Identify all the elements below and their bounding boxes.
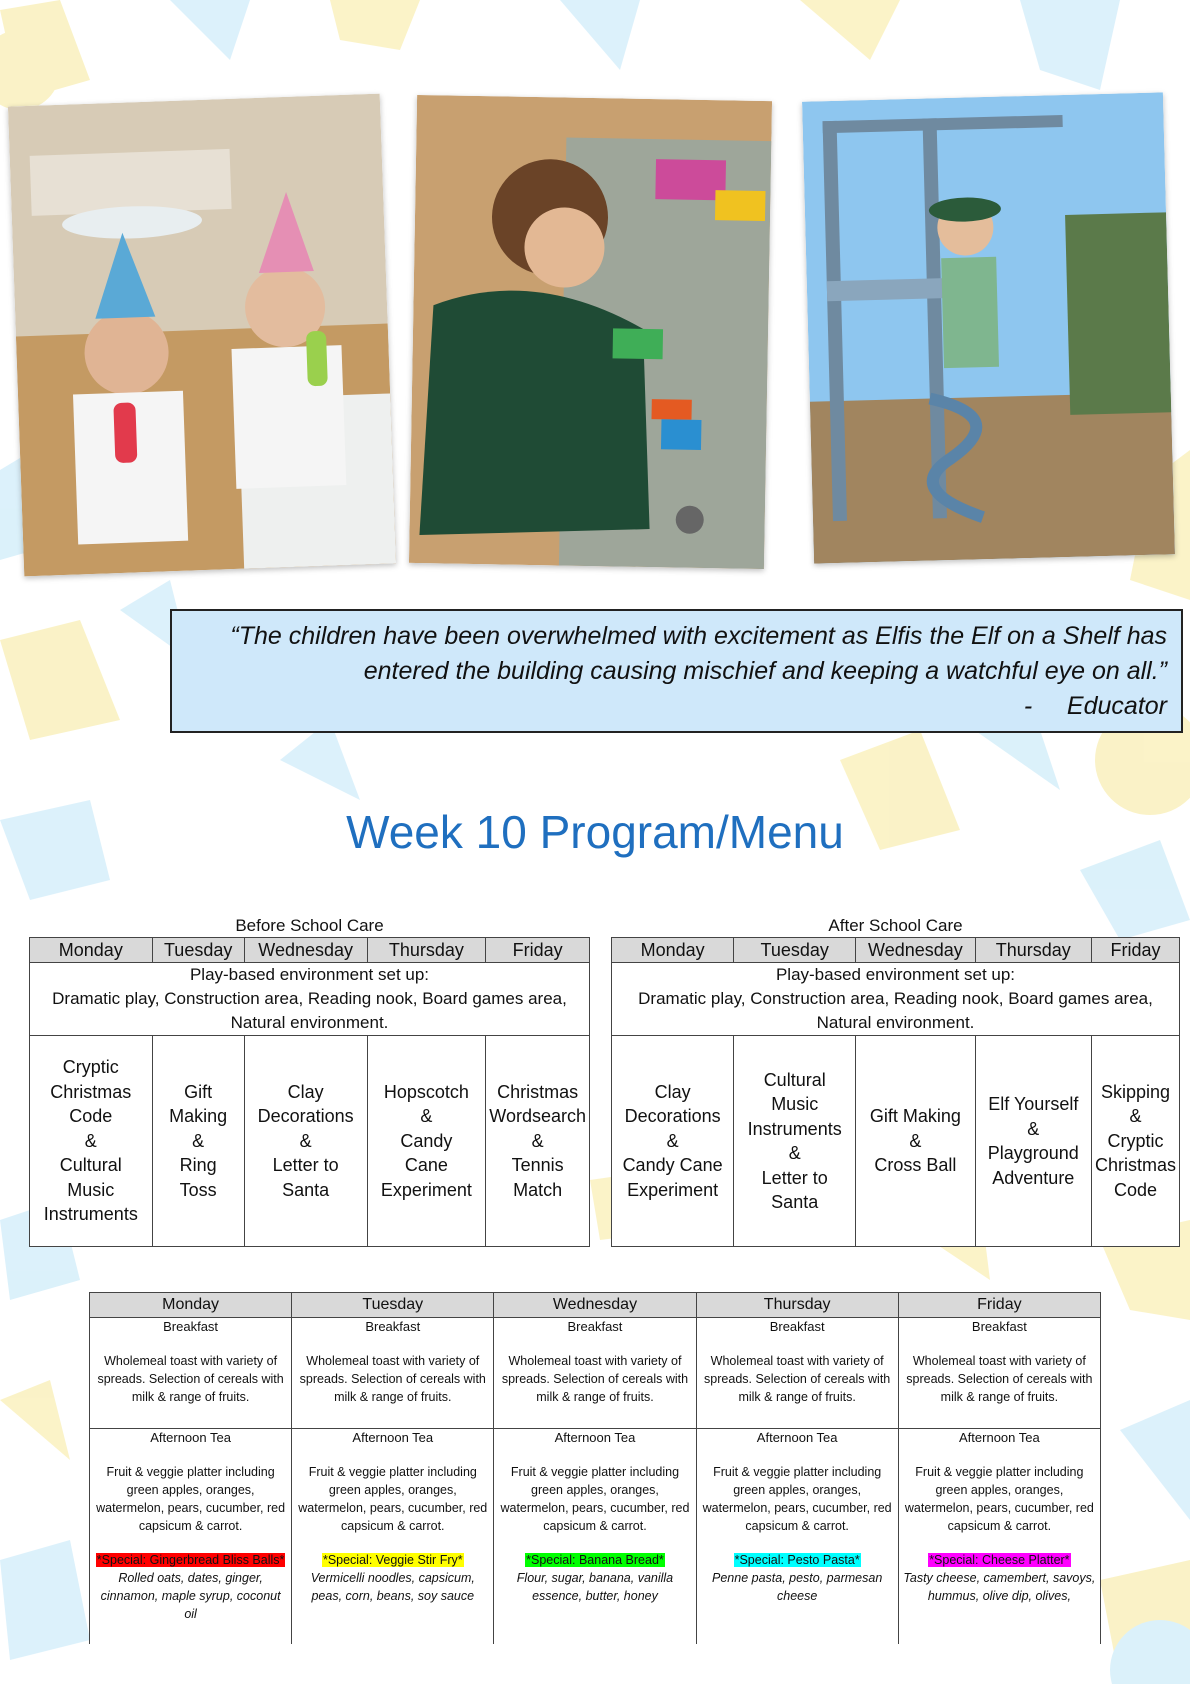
- special-label: *Special: Veggie Stir Fry*: [322, 1553, 463, 1567]
- breakfast-cell: [898, 1318, 1100, 1429]
- afternoon-tea-cell: [90, 1429, 292, 1645]
- activity-cell: [367, 1036, 486, 1247]
- meal-label: Afternoon Tea: [959, 1430, 1040, 1445]
- menu-day-header: Friday: [898, 1293, 1100, 1318]
- day-header: Friday: [486, 938, 590, 963]
- activity-line: Playground: [987, 1143, 1079, 1163]
- activity-line: Letter to: [272, 1155, 339, 1176]
- activity-line: Cryptic: [1107, 1130, 1164, 1151]
- day-header: Monday: [30, 938, 153, 963]
- activity-line: &: [531, 1130, 544, 1151]
- activity-line: Cryptic: [62, 1057, 119, 1078]
- activity-line: &: [299, 1130, 312, 1151]
- photo-boy-crafting: [409, 95, 772, 569]
- meal-label: Afternoon Tea: [150, 1430, 231, 1445]
- activity-line: Experiment: [380, 1179, 472, 1200]
- menu-day-header: Tuesday: [292, 1293, 494, 1318]
- activity-line: Clay: [287, 1081, 324, 1102]
- activity-cell: [30, 1036, 153, 1247]
- activity-line: &: [788, 1143, 801, 1163]
- activity-line: Decorations: [257, 1106, 354, 1127]
- activity-line: Music: [771, 1094, 819, 1114]
- environment-title: Play-based environment set up:: [775, 965, 1016, 984]
- activity-line: &: [84, 1130, 97, 1151]
- meal-description: Wholemeal toast with variety of spreads. Selection of cereals with milk & range of fruits.: [704, 1354, 891, 1404]
- activity-line: &: [909, 1130, 922, 1151]
- activity-line: Gift: [184, 1081, 213, 1102]
- breakfast-cell: [696, 1318, 898, 1429]
- meal-description: Fruit & veggie platter including green apples, oranges, watermelon, pears, cucumber, red capsicum & carrot.: [96, 1465, 286, 1533]
- environment-setup: [30, 963, 590, 1036]
- day-header: Thursday: [367, 938, 486, 963]
- menu-table: [89, 1292, 1101, 1644]
- meal-label: Breakfast: [163, 1319, 219, 1334]
- special-label: *Special: Gingerbread Bliss Balls*: [96, 1553, 285, 1567]
- page-title: Week 10 Program/Menu: [346, 806, 844, 858]
- special-label: *Special: Pesto Pasta*: [734, 1553, 860, 1567]
- breakfast-cell: [494, 1318, 696, 1429]
- activity-line: Code: [69, 1106, 113, 1127]
- meal-description: Fruit & veggie platter including green apples, oranges, watermelon, pears, cucumber, red capsicum & carrot.: [702, 1465, 892, 1533]
- afternoon-tea-cell: [494, 1429, 696, 1645]
- environment-title: Play-based environment set up:: [189, 965, 430, 984]
- activity-line: Tennis: [511, 1155, 564, 1176]
- activity-line: Christmas: [50, 1081, 132, 1102]
- activity-line: Hopscotch: [383, 1081, 469, 1102]
- activity-cell: [734, 1036, 856, 1247]
- day-header: Wednesday: [856, 938, 975, 963]
- photo-girls-party-hats: [8, 94, 396, 577]
- activity-cell: [1091, 1036, 1179, 1247]
- activity-line: &: [420, 1106, 433, 1127]
- special-ingredients: Vermicelli noodles, capsicum, peas, corn, beans, soy sauce: [310, 1571, 475, 1603]
- activity-line: Music: [67, 1179, 115, 1200]
- activity-line: &: [1027, 1118, 1040, 1139]
- meal-description: Wholemeal toast with variety of spreads. Selection of cereals with milk & range of fruits.: [906, 1354, 1093, 1404]
- day-header: Wednesday: [244, 938, 367, 963]
- quote-line-2: entered the building causing mischief and keeping a watchful eye on all.”: [363, 657, 1167, 685]
- afternoon-tea-cell: [292, 1429, 494, 1645]
- special-ingredients: Tasty cheese, camembert, savoys, hummus, olive dip, olives,: [903, 1571, 1096, 1603]
- activity-line: Decorations: [624, 1106, 721, 1127]
- before-school-care-schedule: [29, 915, 590, 1247]
- day-header: Tuesday: [734, 938, 856, 963]
- activity-line: &: [666, 1130, 679, 1151]
- meal-description: Wholemeal toast with variety of spreads. Selection of cereals with milk & range of fruits.: [97, 1354, 284, 1404]
- day-header: Thursday: [975, 938, 1091, 963]
- activity-line: Code: [1113, 1179, 1157, 1200]
- meal-label: Breakfast: [365, 1319, 421, 1334]
- breakfast-cell: [90, 1318, 292, 1429]
- meal-description: Wholemeal toast with variety of spreads. Selection of cereals with milk & range of fruits.: [299, 1354, 486, 1404]
- meal-label: Breakfast: [567, 1319, 623, 1334]
- activity-cell: [244, 1036, 367, 1247]
- special-ingredients: Penne pasta, pesto, parmesan cheese: [712, 1571, 883, 1603]
- activity-line: Instruments: [747, 1118, 842, 1139]
- activity-line: Cultural: [59, 1155, 122, 1176]
- activity-line: Cultural: [763, 1069, 826, 1090]
- activity-line: Christmas: [497, 1081, 579, 1102]
- activity-line: Skipping: [1100, 1081, 1171, 1102]
- weekly-menu: [89, 1292, 1101, 1644]
- activity-line: Making: [169, 1106, 228, 1127]
- meal-label: Breakfast: [769, 1319, 825, 1334]
- activity-line: Letter to: [761, 1167, 828, 1188]
- day-header: Friday: [1091, 938, 1179, 963]
- breakfast-cell: [292, 1318, 494, 1429]
- activity-line: Santa: [771, 1192, 819, 1212]
- activity-cell: [152, 1036, 244, 1247]
- special-label: *Special: Banana Bread*: [526, 1553, 664, 1567]
- meal-description: Fruit & veggie platter including green apples, oranges, watermelon, pears, cucumber, red capsicum & carrot.: [500, 1465, 690, 1533]
- before-school-heading: Before School Care: [235, 916, 384, 935]
- after-school-table: [611, 937, 1180, 1247]
- afternoon-tea-cell: [898, 1429, 1100, 1645]
- activity-line: Clay: [654, 1081, 691, 1102]
- meal-description: Fruit & veggie platter including green apples, oranges, watermelon, pears, cucumber, red capsicum & carrot.: [904, 1465, 1094, 1533]
- before-school-table: [29, 937, 590, 1247]
- activity-line: Adventure: [992, 1167, 1075, 1188]
- meal-label: Afternoon Tea: [554, 1430, 636, 1445]
- activity-line: Ring: [179, 1155, 217, 1176]
- activity-line: Toss: [179, 1179, 217, 1200]
- meal-label: Afternoon Tea: [756, 1430, 838, 1445]
- activity-cell: [856, 1036, 975, 1247]
- quote-line-1: “The children have been overwhelmed with excitement as Elfis the Elf on a Shelf has: [230, 622, 1167, 650]
- menu-day-header: Wednesday: [494, 1293, 696, 1318]
- activity-line: Santa: [282, 1179, 330, 1200]
- menu-day-header: Thursday: [696, 1293, 898, 1318]
- environment-list: Dramatic play, Construction area, Reading nook, Board games area, Natural environment.: [52, 989, 567, 1032]
- after-school-heading: After School Care: [828, 916, 963, 935]
- special-ingredients: Flour, sugar, banana, vanilla essence, butter, honey: [516, 1571, 674, 1603]
- day-header: Monday: [612, 938, 734, 963]
- activity-line: Cross Ball: [874, 1155, 957, 1176]
- activity-line: &: [192, 1130, 205, 1151]
- menu-day-header: Monday: [90, 1293, 292, 1318]
- activity-line: Christmas: [1094, 1155, 1176, 1176]
- activity-line: Wordsearch: [489, 1106, 586, 1127]
- meal-description: Fruit & veggie platter including green apples, oranges, watermelon, pears, cucumber, red capsicum & carrot.: [298, 1465, 488, 1533]
- activity-line: Match: [513, 1179, 563, 1200]
- photo-girl-playground: [802, 92, 1175, 563]
- day-header: Tuesday: [152, 938, 244, 963]
- afternoon-tea-cell: [696, 1429, 898, 1645]
- activity-cell: [975, 1036, 1091, 1247]
- activity-line: Candy: [400, 1130, 453, 1151]
- activity-line: Elf Yourself: [988, 1094, 1079, 1114]
- special-label: *Special: Cheese Platter*: [929, 1553, 1070, 1567]
- environment-list: Dramatic play, Construction area, Reading nook, Board games area, Natural environment.: [638, 989, 1153, 1032]
- activity-line: &: [1129, 1106, 1142, 1127]
- activity-cell: [486, 1036, 590, 1247]
- activity-line: Gift Making: [869, 1106, 961, 1127]
- activity-line: Candy Cane: [622, 1155, 723, 1176]
- educator-quote-box: [170, 609, 1183, 733]
- meal-label: Afternoon Tea: [352, 1430, 434, 1445]
- environment-setup: [612, 963, 1180, 1036]
- meal-description: Wholemeal toast with variety of spreads. Selection of cereals with milk & range of fruits.: [501, 1354, 689, 1404]
- meal-label: Breakfast: [971, 1319, 1027, 1334]
- activity-line: Experiment: [627, 1179, 719, 1200]
- activity-line: Cane: [404, 1155, 448, 1176]
- after-school-care-schedule: [611, 915, 1180, 1247]
- activity-line: Instruments: [43, 1204, 138, 1225]
- activity-cell: [612, 1036, 734, 1247]
- special-ingredients: Rolled oats, dates, ginger, cinnamon, maple syrup, coconut oil: [100, 1571, 281, 1621]
- quote-attribution: - Educator: [1023, 692, 1167, 720]
